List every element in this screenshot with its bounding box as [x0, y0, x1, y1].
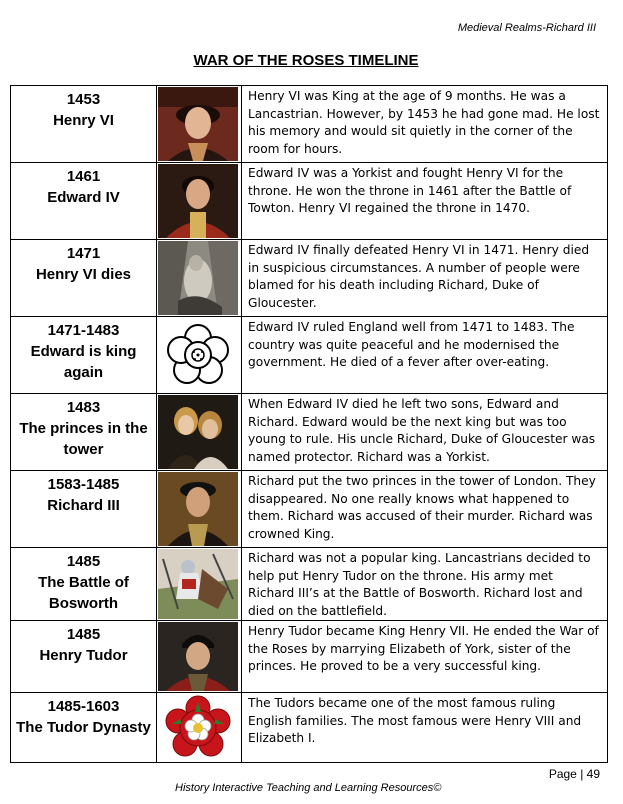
- row-description: Richard was not a popular king. Lancastrians decided to help put Henry Tudor on the throne. His army met Richard III’s at the Battle of Bosworth. Richard lost and died on the battlefield.: [242, 548, 608, 621]
- princes-in-the-tower: [158, 395, 238, 469]
- portrait-richard-iii: [158, 472, 238, 546]
- row-title: The princes in the tower: [19, 420, 148, 458]
- row-description: Richard put the two princes in the tower of London. They disappeared. No one really knows what happened to them. Richard was accused of their murder. Richard was crowned King.: [242, 471, 608, 548]
- page-number: Page | 49: [548, 767, 600, 781]
- row-description: Edward IV ruled England well from 1471 to 1483. The country was quite peaceful and he modernised the government. He died of a fever after over-eating.: [242, 317, 608, 394]
- row-description: The Tudors became one of the most famous ruling English families. The most famous were Henry VIII and Elizabeth I.: [242, 693, 608, 763]
- table-row: [11, 548, 608, 621]
- battle-of-bosworth: [158, 549, 238, 619]
- row-year: 1485-1603: [47, 698, 120, 715]
- row-title: Edward IV: [47, 189, 120, 206]
- row-year: 1471-1483: [47, 322, 120, 339]
- row-year: 1485: [66, 626, 101, 643]
- row-title: Henry Tudor: [39, 647, 128, 664]
- row-label: [11, 471, 157, 548]
- table-row: [11, 240, 608, 317]
- portrait-henry-tudor: [158, 622, 238, 691]
- row-label: [11, 621, 157, 693]
- row-year: 1453: [66, 91, 101, 108]
- row-label: [11, 86, 157, 163]
- row-year: 1483: [66, 399, 101, 416]
- row-description: Edward IV was a Yorkist and fought Henry VI for the throne. He won the throne in 1461 after the Battle of Towton. Henry VI regained the throne in 1470.: [242, 163, 608, 240]
- portrait-henry-vi: [158, 87, 238, 161]
- footer-credit: History Interactive Teaching and Learning Resources©: [175, 782, 442, 794]
- tudor-rose-icon: [158, 694, 238, 761]
- row-label: [11, 240, 157, 317]
- table-row: [11, 317, 608, 394]
- row-label: [11, 317, 157, 394]
- row-title: The Tudor Dynasty: [16, 719, 151, 736]
- row-description: When Edward IV died he left two sons, Edward and Richard. Edward would be the next king but was too young to rule. His uncle Richard, Duke of Gloucester was named protector. Richard was a Yorkist.: [242, 394, 608, 471]
- row-year: 1461: [66, 168, 101, 185]
- row-title: Richard III: [47, 497, 120, 514]
- page-title: WAR OF THE ROSES TIMELINE: [193, 52, 419, 69]
- row-year: 1583-1485: [47, 476, 120, 493]
- portrait-edward-iv: [158, 164, 238, 238]
- row-year: 1471: [66, 245, 101, 262]
- henry-vi-death-scene: [158, 241, 238, 315]
- row-description: Edward IV finally defeated Henry VI in 1471. Henry died in suspicious circumstances. A number of people were blamed for his death including Richard, Duke of Gloucester.: [242, 240, 608, 317]
- table-row: [11, 693, 608, 763]
- row-title: The Battle of Bosworth: [38, 574, 129, 612]
- row-label: [11, 163, 157, 240]
- table-row: [11, 163, 608, 240]
- table-row: [11, 471, 608, 548]
- row-year: 1485: [66, 553, 101, 570]
- series-header: Medieval Realms-Richard III: [457, 22, 596, 34]
- table-row: [11, 86, 608, 163]
- row-description: Henry VI was King at the age of 9 months. He was a Lancastrian. However, by 1453 he had gone mad. He lost his memory and would sit quietly in the corner of the room for hours.: [242, 86, 608, 163]
- timeline-table: [10, 85, 608, 763]
- row-title: Edward is king again: [30, 343, 137, 381]
- row-title: Henry VI: [53, 112, 114, 129]
- row-description: Henry Tudor became King Henry VII. He ended the War of the Roses by marrying Elizabeth of York, sister of the princes. He proved to be a very successful king.: [242, 621, 608, 693]
- table-row: [11, 394, 608, 471]
- row-label: [11, 548, 157, 621]
- white-rose-of-york-icon: [158, 318, 238, 392]
- row-label: [11, 693, 157, 763]
- row-title: Henry VI dies: [35, 266, 132, 283]
- table-row: [11, 621, 608, 693]
- row-label: [11, 394, 157, 471]
